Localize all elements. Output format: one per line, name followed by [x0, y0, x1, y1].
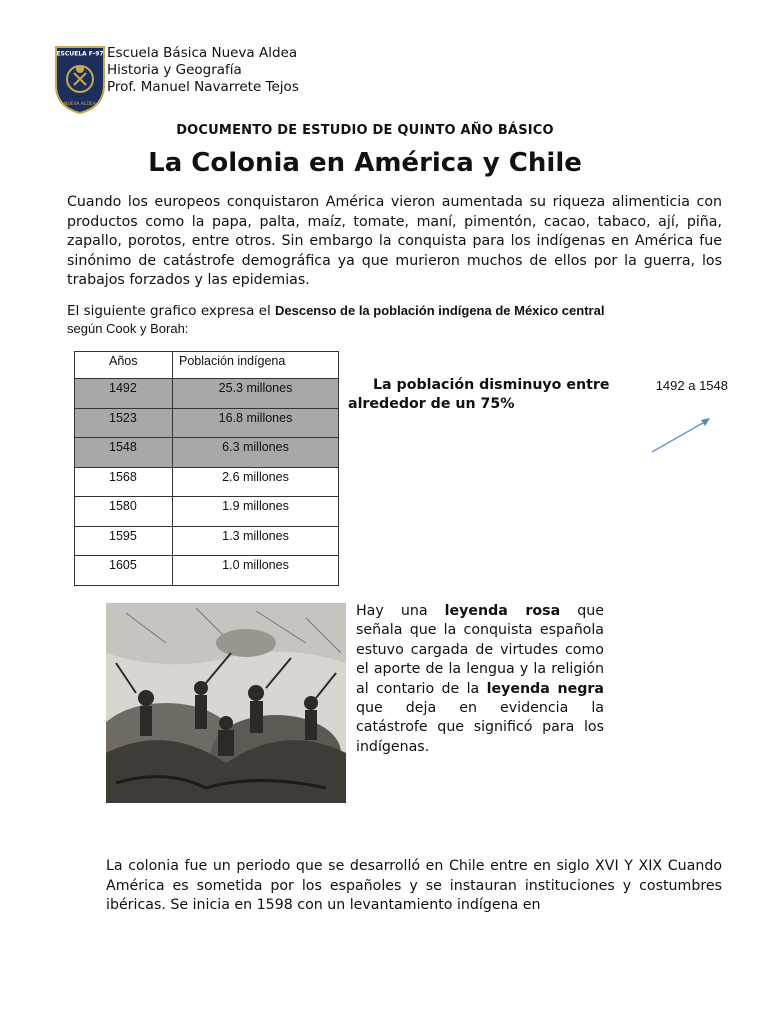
- arrow-icon: [648, 412, 716, 456]
- cell-year: 1568: [75, 467, 173, 497]
- legend-paragraph: [356, 602, 604, 757]
- claim-range: 1492 a 1548: [655, 378, 728, 393]
- intro-paragraph: Cuando los europeos conquistaron América vieron aumentada su riqueza alimenticia con productos como la papa, palta, maíz, tomate, maní, pimentón, cacao, tabaco, ají, piña, zapallo, porotos, entre otros. Sin embargo la conquista para los indígenas en América fue sinónimo de catástrofe demográfica ya que murieron muchos de ellos por la guerra, los trabajos forzados y las epidemias.: [67, 194, 722, 288]
- population-table: [74, 351, 339, 586]
- table-header-row: [75, 352, 339, 379]
- cell-population: 1.9 millones: [173, 497, 339, 527]
- school-name: Escuela Básica Nueva Aldea: [107, 45, 298, 61]
- population-claim: [348, 376, 728, 414]
- cell-year: 1492: [75, 379, 173, 409]
- cell-year: 1548: [75, 438, 173, 468]
- cell-population: 6.3 millones: [173, 438, 339, 468]
- cell-year: 1595: [75, 526, 173, 556]
- cell-population: 2.6 millones: [173, 467, 339, 497]
- cell-population: 25.3 millones: [173, 379, 339, 409]
- legend-part2: que señala que la conquista española estuvo cargada de virtudes como el aporte de la lengua y la religión al contario de la: [356, 603, 604, 697]
- conquest-engraving-image: [106, 603, 346, 803]
- page-title: La Colonia en América y Chile: [148, 148, 582, 178]
- teacher-name: Prof. Manuel Navarrete Tejos: [107, 79, 299, 95]
- table-row: [75, 526, 339, 556]
- table-row: [75, 379, 339, 409]
- legend-negra: leyenda negra: [486, 680, 605, 697]
- claim-bold-start: La población disminuyo entre: [373, 377, 610, 393]
- table-row: [75, 438, 339, 468]
- chart-intro-prefix: El siguiente grafico expresa el: [67, 303, 271, 319]
- header-population: Población indígena: [173, 352, 339, 379]
- cell-year: 1523: [75, 408, 173, 438]
- chart-intro: [67, 301, 707, 321]
- table-row: [75, 556, 339, 586]
- cell-population: 16.8 millones: [173, 408, 339, 438]
- cell-year: 1605: [75, 556, 173, 586]
- legend-part3: que deja en evidencia la catástrofe que significó para los indígenas.: [356, 700, 604, 755]
- school-info: [107, 45, 299, 96]
- legend-rosa: leyenda rosa: [444, 603, 561, 619]
- legend-part1: Hay una: [356, 603, 445, 619]
- chart-source: según Cook y Borah:: [67, 321, 189, 336]
- subject-name: Historia y Geografía: [107, 62, 242, 78]
- logo-text-bottom: NUEVA ALDEA: [64, 102, 96, 107]
- header-years: Años: [75, 352, 173, 379]
- school-logo: [54, 45, 106, 115]
- logo-text-top: ESCUELA F-97: [56, 50, 104, 58]
- cell-population: 1.3 millones: [173, 526, 339, 556]
- table-row: [75, 497, 339, 527]
- table-row: [75, 408, 339, 438]
- claim-bold-end: alrededor de un 75%: [348, 396, 515, 412]
- table-row: [75, 467, 339, 497]
- cell-population: 1.0 millones: [173, 556, 339, 586]
- chart-intro-bold: Descenso de la población indígena de México central: [275, 303, 605, 318]
- colonia-paragraph: La colonia fue un periodo que se desarrolló en Chile entre en siglo XVI Y XIX Cuando América es sometida por los españoles y se instauran instituciones y costumbres ibéricas. Se inicia en 1598 con un levantamiento indígena en: [106, 858, 722, 913]
- document-heading: DOCUMENTO DE ESTUDIO DE QUINTO AÑO BÁSICO: [176, 123, 554, 138]
- cell-year: 1580: [75, 497, 173, 527]
